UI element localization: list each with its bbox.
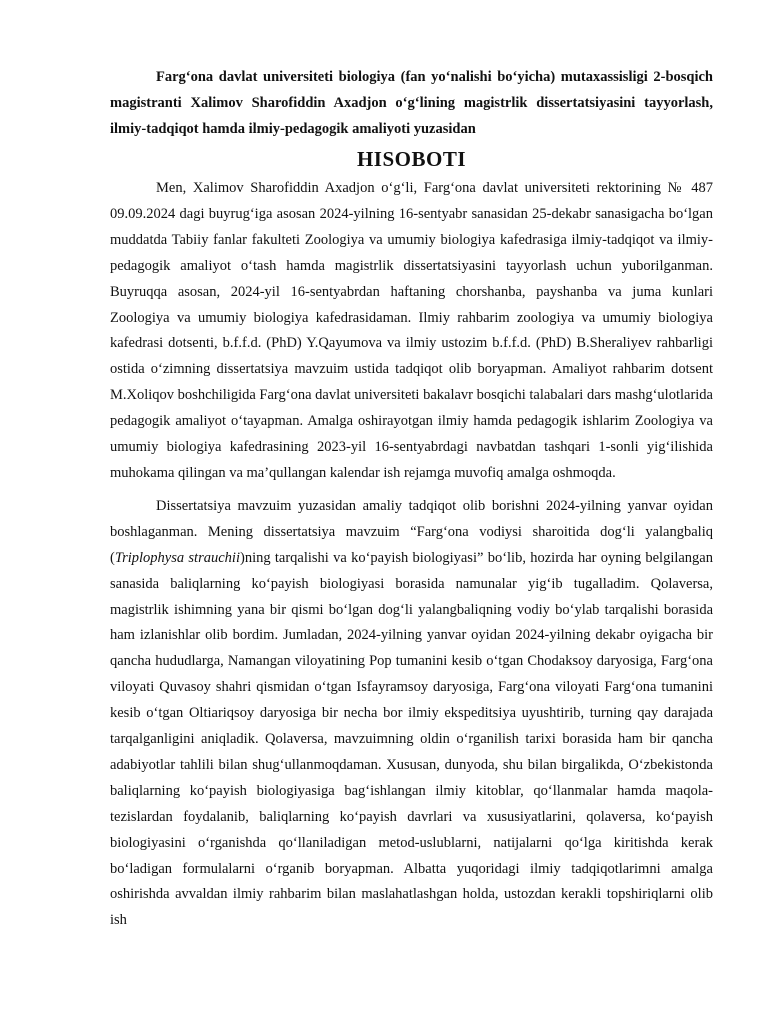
paragraph-2-text-start: Dissertatsiya mavzuim yuzasidan amaliy tadqiqot olib borishni 2024-yilning yanvar oyidan boshlaganman. Mening dissertatsiya mavzuim “Farg‘ona vodiysi sharoitida dog‘li yalangbaliq (	[110, 497, 713, 566]
document-page	[110, 64, 713, 941]
document-title: HISOBOTI	[356, 147, 467, 171]
species-name: Triplophysa strauchii	[114, 549, 240, 566]
paragraph-1: Men, Xalimov Sharofiddin Axadjon o‘g‘li, Farg‘ona davlat universiteti rektorining № 487 09.09.2024 dagi buyrug‘iga asosan 2024-yilning 16-sentyabr sanasidan 25-dekabr sanasigacha bo‘lgan muddatda Tabiiy fanlar fakulteti Zoologiya va umumiy biologiya kafedrasiga ilmiy-tadqiqot va ilmiy-pedagogik amaliyot o‘tash hamda magistrlik dissertatsiyasini tayyorlash uchun yuborilganman. Buyruqqa asosan, 2024-yil 16-sentyabrdan haftaning chorshanba, payshanba va juma kunlari Zoologiya va umumiy biologiya kafedrasidaman. Ilmiy rahbarim zoologiya va umumiy biologiya kafedrasi dotsenti, b.f.f.d. (PhD) Y.Qayumova va ilmiy ustozim b.f.f.d. (PhD) B.Sheraliyev rahbarligi ostida o‘zimning dissertatsiya mavzuim ustida tadqiqot olib boryapman. Amaliyot rahbarim dotsent M.Xoliqov boshchiligida Farg‘ona davlat universiteti bakalavr bosqichi talabalari dars mashg‘ulotlarida pedagogik amaliyot o‘tayapman. Amalga oshirayotgan ilmiy hamda pedagogik ishlarim Zoologiya va umumiy biologiya kafedrasining 2023-yil 16-sentyabrdagi navbatdan tashqari 1-sonli yig‘ilishida muhokama qilingan va ma’qullangan kalendar ish rejamga muvofiq amalga oshmoqda.	[110, 180, 713, 481]
document-heading: Farg‘ona davlat universiteti biologiya (fan yo‘nalishi bo‘yicha) mutaxassisligi 2-bosqich magistranti Xalimov Sharofiddin Axadjon o‘g‘lining magistrlik dissertatsiyasini tayyorlash, ilmiy-tadqiqot hamda ilmiy-pedagogik amaliyoti yuzasidan	[110, 69, 713, 137]
paragraph-2-text-end: )ning tarqalishi va ko‘payish biologiyasi” bo‘lib, hozirda har oyning belgilangan sanasida baliqlarning ko‘payish biologiyasi borasida namunalar yig‘ib tugalladim. Qolaversa, magistrlik ishimning yana bir qismi bo‘lgan dog‘li yalangbaliqning vodiy bo‘ylab tarqalishi borasida ham izlanishlar olib bordim. Jumladan, 2024-yilning yanvar oyidan 2024-yilning dekabr oyigacha bir qancha hududlarga, Namangan viloyatining Pop tumanini kesib o‘tgan Chodaksoy daryosiga, Farg‘ona viloyati Quvasoy shahri qismidan o‘tgan Isfayramsoy daryosiga, Farg‘ona viloyati Farg‘ona tumanini kesib o‘tgan Oltiariqsoy daryosiga bir necha bor ilmiy ekspeditsiya uyushtirib, turning qay darajada tarqalganligini aniqladik. Qolaversa, mavzuimning oldin o‘rganilish tarixi borasida ham bir qancha adabiyotlar tahlili bilan shug‘ullanmoqdaman. Xususan, dunyoda, shu bilan birgalikda, O‘zbekistonda baliqlarning ko‘payish biologiyasiga bag‘ishlangan ilmiy kitoblar, qo‘llanmalar hamda maqola-tezislardan foydalanib, baliqlarning ko‘payish davrlari va xususiyatlarini, qolaversa, ko‘payish biologiyasini o‘rganishda qo‘llaniladigan metod-uslublarni, natijalarni qo‘lga kiritishda kerak bo‘ladigan formulalarni o‘rganib boryapman. Albatta yuqoridagi ilmiy tadqiqotlarimni amalga oshirishda avvaldan ilmiy rahbarim bilan maslahatlashgan holda, ustozdan kerakli topshiriqlarni olib ish	[110, 549, 713, 929]
paragraph-2	[110, 494, 713, 934]
